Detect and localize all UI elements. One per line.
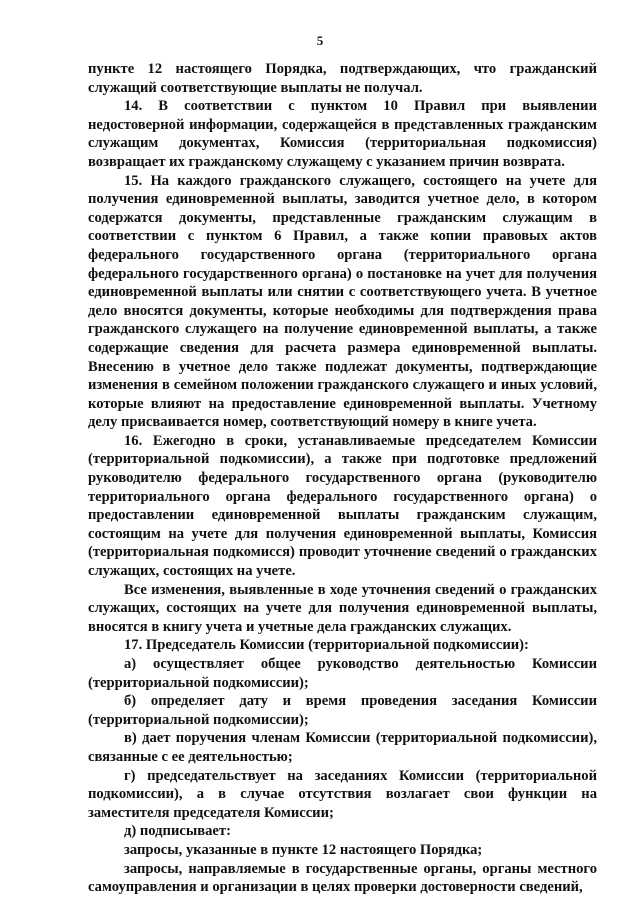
list-item-d: д) подписывает: xyxy=(124,823,231,840)
list-item-b: б) определяет дату и время проведения заседания Комиссии (территориальной подкомиссии); xyxy=(88,693,597,728)
page-number: 5 xyxy=(316,33,324,48)
list-item-g: г) председательствует на заседаниях Комиссии (территориальной подкомиссии), а в случае отсутствия возлагает свои функции на заместителя председателя Комиссии; xyxy=(88,767,597,821)
document-body xyxy=(88,60,597,897)
list-item-v: в) дает поручения членам Комиссии (территориальной подкомиссии), связанные с ее деятельностью; xyxy=(88,730,597,765)
list-item-d-requests: запросы, указанные в пункте 12 настоящего Порядка; xyxy=(124,841,483,858)
paragraph-14: 14. В соответствии с пунктом 10 Правил при выявлении недостоверной информации, содержащейся в представленных гражданским служащим документах, Комиссия (территориальная подкомиссия) возвращает их гражданскому служащему с указанием причин возврата. xyxy=(88,98,597,170)
paragraph-17: 17. Председатель Комиссии (территориальной подкомиссии): xyxy=(124,637,529,654)
paragraph-15: 15. На каждого гражданского служащего, состоящего на учете для получения единовременной выплаты, заводится учетное дело, в котором содержатся документы, представленные гражданским служащим в соответствии с пунктом 6 Правил, а также копии правовых актов федерального государственного органа (территориального органа федерального государственного органа) о постановке на учет для получения единовременной выплаты или снятии с соответствующего учета. В учетное дело вносятся документы, которые необходимы для подтверждения права гражданского служащего на получение единовременной выплаты, а также содержащие сведения для расчета размера единовременной выплаты. Внесению в учетное дело также подлежат документы, подтверждающие изменения в семейном положении гражданского служащего и иных условий, которые влияют на предоставление единовременной выплаты. Учетному делу присваивается номер, соответствующий номеру в книге учета. xyxy=(88,172,597,431)
list-item-a: а) осуществляет общее руководство деятельностью Комиссии (территориальной подкомиссии); xyxy=(88,656,597,691)
paragraph-continuation: пункте 12 настоящего Порядка, подтверждающих, что гражданский служащий соответствующие выплаты не получал. xyxy=(88,61,597,96)
list-item-d-verification: запросы, направляемые в государственные органы, органы местного самоуправления и организации в целях проверки достоверности сведений, xyxy=(88,860,597,896)
paragraph-16-changes: Все изменения, выявленные в ходе уточнения сведений о гражданских служащих, состоящих на учете для получения единовременной выплаты, вносятся в книгу учета и учетные дела гражданских служащих. xyxy=(88,581,597,635)
paragraph-16: 16. Ежегодно в сроки, устанавливаемые председателем Комиссии (территориальной подкомиссии), а также при подготовке предложений руководителю федерального государственного органа (руководителю территориального органа федерального государственного органа) о предоставлении единовременной выплаты гражданским служащим, состоящим на учете для получения единовременной выплаты, Комиссия (территориальная подкомисся) проводит уточнение сведений о гражданских служащих, состоящих на учете. xyxy=(88,432,597,580)
